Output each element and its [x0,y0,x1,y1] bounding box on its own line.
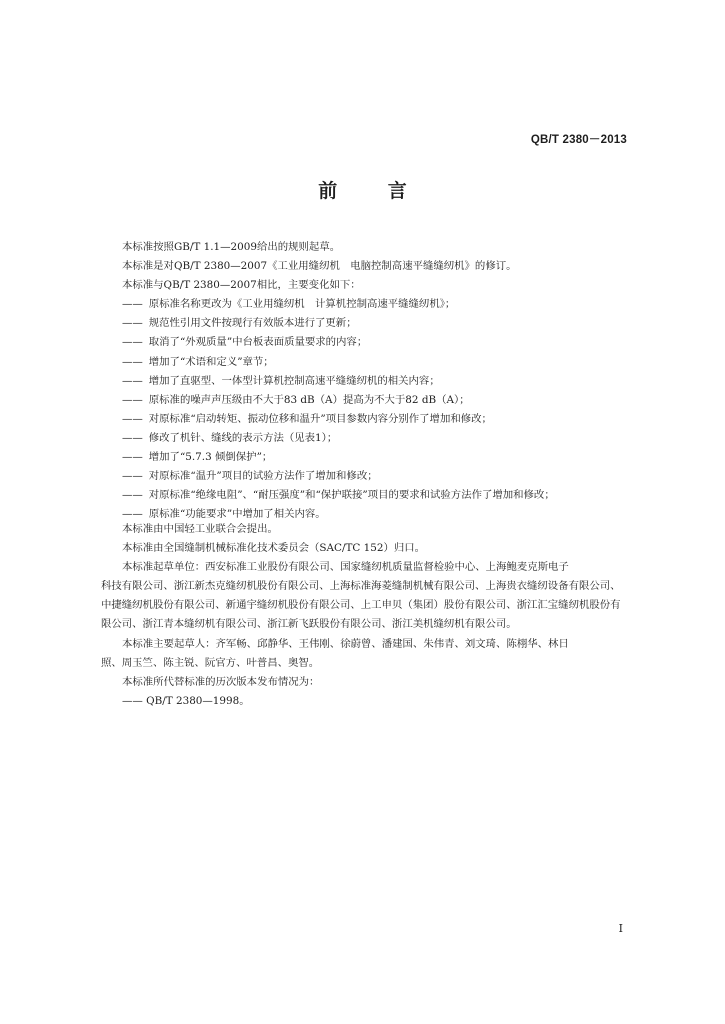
change-item [122,295,622,314]
foreword-body [122,238,622,524]
dash-mark: —— [122,317,143,330]
change-item [122,391,622,410]
change-item [122,410,622,429]
change-item [122,353,622,372]
page-number: I [618,922,623,935]
intro-line: 本标准按照GB/T 1.1—2009给出的规则起草。 [122,241,341,253]
change-text: 原标准名称更改为《工业用缝纫机 计算机控制高速平缝缝纫机》； [148,298,456,311]
change-text: 原标准的噪声声压级由不大于83 dB（A）提高为不大于82 dB（A）； [148,393,470,406]
page-title: 前 言 [318,180,429,202]
change-text: 取消了“外观质量”中台板表面质量要求的内容； [148,336,368,349]
dash-mark: —— [122,355,143,368]
change-item [122,467,622,486]
dash-mark: —— [122,451,143,464]
closing-section [101,520,622,711]
change-item [122,314,622,333]
history-intro-line: 本标准所代替标准的历次版本发布情况为： [122,675,320,688]
intro-line: 本标准是对QB/T 2380—2007《工业用缝纫机 电脑控制高速平缝缝纫机》的修订。 [122,260,517,273]
dash-mark: —— [122,393,143,406]
change-text: 原标准“功能要求”中增加了相关内容。 [148,508,326,521]
change-text: 增加了“术语和定义”章节； [148,355,274,368]
dash-mark: —— [122,508,143,521]
dash-mark: —— [122,489,143,502]
change-item [122,333,622,352]
drafting-units-paragraph [101,558,622,634]
change-text: 修改了机针、缝线的表示方法（见表1）； [148,431,338,444]
change-text: 对原标准“绝缘电阻”、“耐压强度”和“保护联接”项目的要求和试验方法作了增加和修改； [148,489,555,502]
drafting-units-first-line: 本标准起草单位：西安标准工业股份有限公司、国家缝纫机质量监督检验中心、上海鲍麦克斯电子 [122,561,569,574]
history-item: —— QB/T 2380—1998。 [122,694,250,707]
proposed-by-line: 本标准由中国轻工业联合会提出。 [122,523,278,535]
change-text: 对原标准“温升”项目的试验方法作了增加和修改； [148,470,378,483]
dash-mark: —— [122,431,143,444]
drafters-continuation: 照、周玉竺、陈主锐、阮官方、叶普昌、奥智。 [101,656,320,669]
change-item [122,486,622,505]
dash-mark: —— [122,470,143,483]
intro-line: 本标准与QB/T 2380—2007相比，主要变化如下： [122,279,361,292]
change-text: 增加了直驱型、一体型计算机控制高速平缝缝纫机的相关内容； [148,374,440,387]
standard-code-header: QB/T 2380－2013 [530,134,627,146]
change-item [122,448,622,467]
change-text: 规范性引用文件按现行有效版本进行了更新； [148,317,357,330]
change-item [122,429,622,448]
dash-mark: —— [122,374,143,387]
dash-mark: —— [122,298,143,311]
jurisdiction-line: 本标准由全国缝制机械标准化技术委员会（SAC/TC 152）归口。 [122,542,426,555]
change-text: 增加了“5.7.3 倾倒保护”； [148,451,273,464]
change-text: 对原标准“启动转矩、振动位移和温升”项目参数内容分别作了增加和修改； [148,412,492,425]
change-item [122,372,622,391]
dash-mark: —— [122,412,143,425]
drafters-first-line: 本标准主要起草人：齐军畅、邱静华、王伟刚、徐蔚曾、潘建国、朱伟青、刘文琦、陈栩华、林日 [122,637,569,650]
drafting-units-continuation: 科技有限公司、浙江新杰克缝纫机股份有限公司、上海标准海菱缝制机械有限公司、上海贵衣缝纫设备有限公司、中捷缝纫机股份有限公司、新通宇缝纫机股份有限公司、上工申贝（集团）股份有限公司、浙江汇宝缝纫机股份有限公司、浙江青本缝纫机有限公司、浙江新飞跃股份有限公司、浙江美机缝纫机有限公司。 [101,580,621,631]
dash-mark: —— [122,336,143,349]
drafters-paragraph [101,635,622,673]
